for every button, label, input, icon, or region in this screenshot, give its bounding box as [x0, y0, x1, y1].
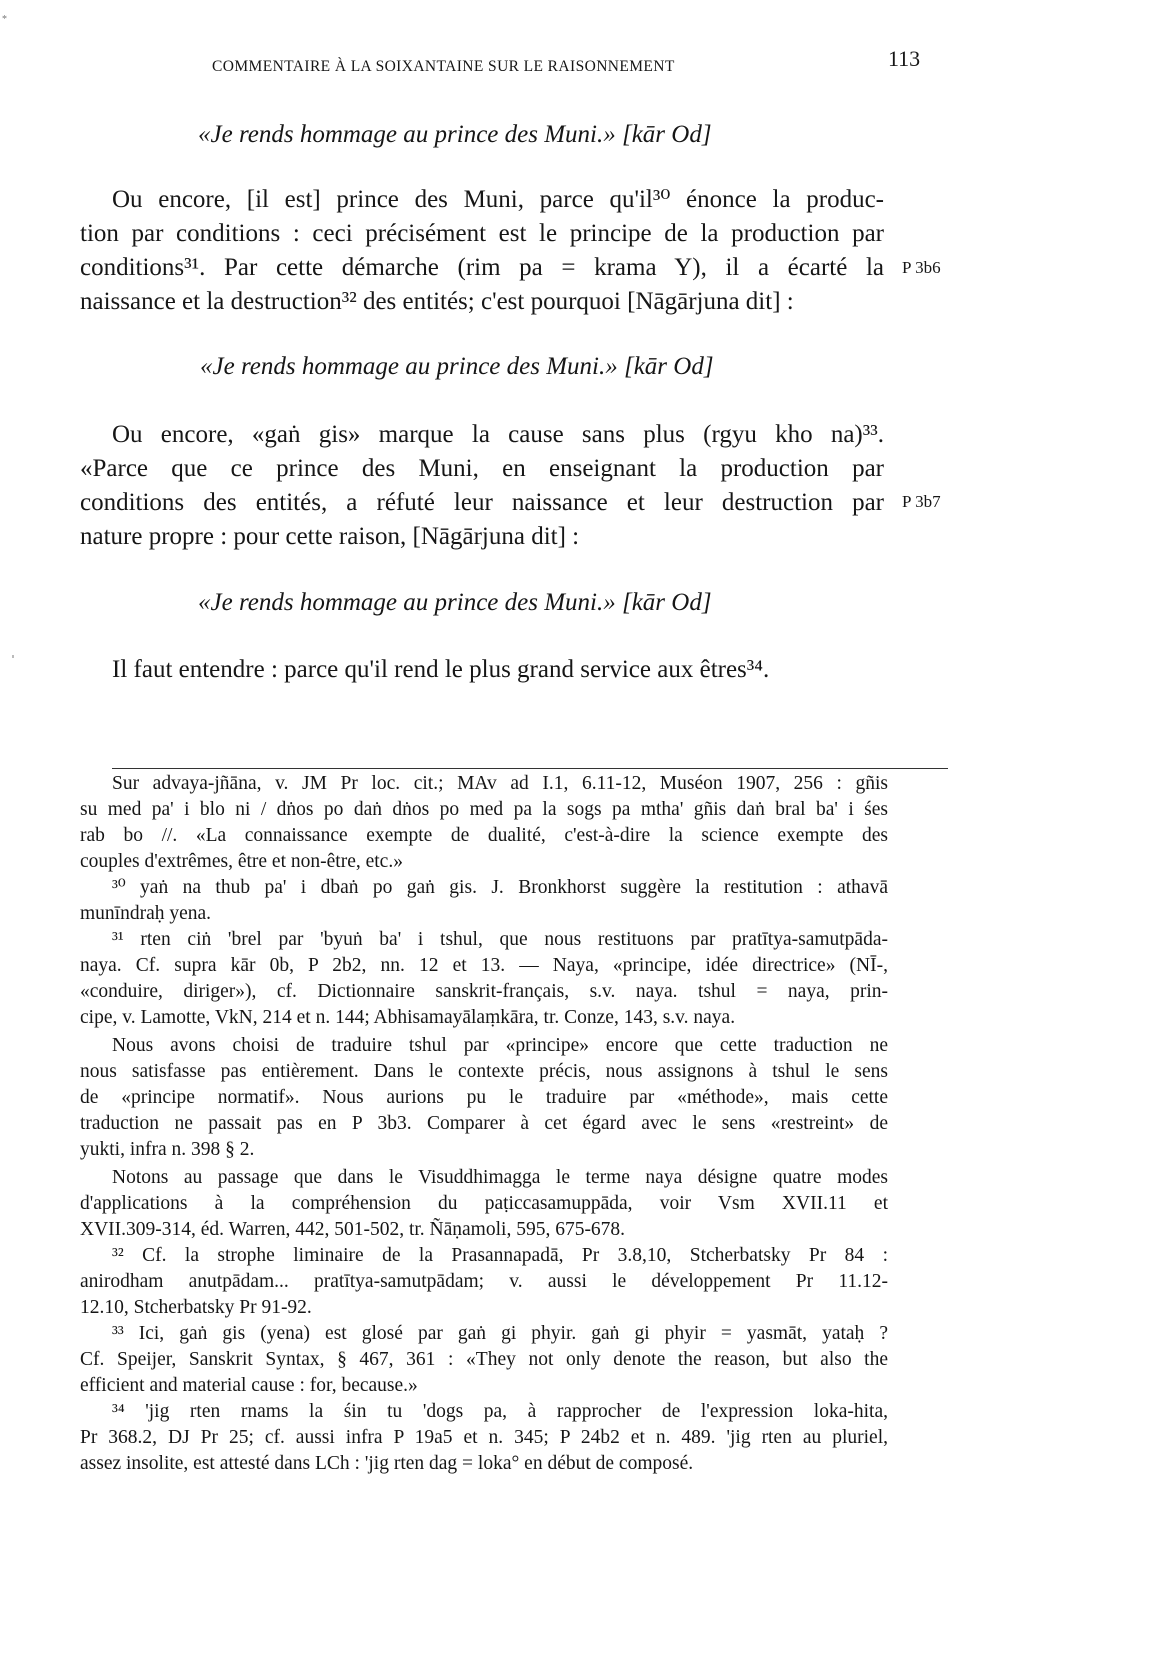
page-number: 113 — [888, 46, 921, 71]
footnote-line: naya. Cf. supra kār 0b, P 2b2, nn. 12 et 13. — Naya, «principe, idée directrice» (NĪ-, — [80, 955, 888, 976]
body-line: Ou encore, «gaṅ gis» marque la cause sans plus (rgyu kho na)³³. — [112, 421, 884, 448]
body-line: conditions³¹. Par cette démarche (rim pa = krama Y), il a écarté la — [80, 254, 884, 281]
footnote-line: nous satisfasse pas entièrement. Dans le contexte précis, nous assignons à tshul le sens — [80, 1061, 888, 1082]
scan-speck: * — [2, 14, 7, 25]
verse-quote-1: «Je rends hommage au prince des Muni.» [kār Od] — [198, 121, 712, 148]
footnote-line: munīndraḥ yena. — [80, 903, 212, 924]
footnote-line: Sur advaya-jñāna, v. JM Pr loc. cit.; MAv ad I.1, 6.11-12, Muséon 1907, 256 : gñis — [112, 773, 888, 794]
body-line: Ou encore, [il est] prince des Muni, parce qu'il³⁰ énonce la produc- — [112, 186, 884, 213]
footnote-line: yukti, infra n. 398 § 2. — [80, 1139, 255, 1160]
scan-mark — [12, 655, 14, 658]
footnote-line: ³⁰ yaṅ na thub pa' i dbaṅ po gaṅ gis. J. Bronkhorst suggère la restitution : athavā — [112, 877, 888, 898]
footnote-line: assez insolite, est attesté dans LCh : 'jig rten dag = loka° en début de composé. — [80, 1453, 694, 1474]
footnote-line: Nous avons choisi de traduire tshul par «principe» encore que cette traduction ne — [112, 1035, 888, 1056]
footnote-line: cipe, v. Lamotte, VkN, 214 et n. 144; Abhisamayālaṃkāra, tr. Conze, 143, s.v. naya. — [80, 1007, 736, 1028]
footnote-line: de «principe normatif». Nous aurions pu le traduire par «méthode», mais cette — [80, 1087, 888, 1108]
verse-quote-3: «Je rends hommage au prince des Muni.» [kār Od] — [198, 589, 712, 616]
margin-ref: P 3b6 — [902, 258, 941, 277]
footnote-line: Notons au passage que dans le Visuddhimagga le terme naya désigne quatre modes — [112, 1167, 888, 1188]
footnote-line: ³¹ rten ciṅ 'brel par 'byuṅ ba' i tshul, que nous restituons par pratītya-samutpāda- — [112, 929, 888, 950]
footnote-line: couples d'extrêmes, être et non-être, etc.» — [80, 851, 403, 872]
footnote-line: ³² Cf. la strophe liminaire de la Prasannapadā, Pr 3.8,10, Stcherbatsky Pr 84 : — [112, 1245, 888, 1266]
footnote-line: 12.10, Stcherbatsky Pr 91-92. — [80, 1297, 312, 1318]
body-line: naissance et la destruction³² des entités; c'est pourquoi [Nāgārjuna dit] : — [80, 288, 794, 315]
footnote-line: su med pa' i blo ni / dṅos po daṅ dṅos po med pa la sogs pa mtha' gñis daṅ bral ba' i śes — [80, 799, 888, 820]
footnote-line: ³³ Ici, gaṅ gis (yena) est glosé par gaṅ gi phyir. gaṅ gi phyir = yasmāt, yataḥ ? — [112, 1323, 888, 1344]
footnote-line: d'applications à la compréhension du paṭiccasamuppāda, voir Vsm XVII.11 et — [80, 1193, 888, 1214]
footnote-divider — [112, 768, 948, 769]
footnote-line: Pr 368.2, DJ Pr 25; cf. aussi infra P 19a5 et n. 345; P 24b2 et n. 489. 'jig rten au pluriel, — [80, 1427, 888, 1448]
body-line: «Parce que ce prince des Muni, en enseignant la production par — [80, 455, 884, 482]
footnote-line: XVII.309-314, éd. Warren, 442, 501-502, tr. Ñāṇamoli, 595, 675-678. — [80, 1219, 626, 1240]
footnote-line: efficient and material cause : for, because.» — [80, 1375, 418, 1396]
footnote-line: traduction ne passait pas en P 3b3. Comparer à cet égard avec le sens «restreint» de — [80, 1113, 888, 1134]
footnote-line: Cf. Speijer, Sanskrit Syntax, § 467, 361 : «They not only denote the reason, but also the — [80, 1349, 888, 1370]
body-line: Il faut entendre : parce qu'il rend le plus grand service aux êtres³⁴. — [112, 656, 770, 683]
verse-quote-2: «Je rends hommage au prince des Muni.» [kār Od] — [200, 353, 714, 380]
footnote-line: anirodham anutpādam... pratītya-samutpādam; v. aussi le développement Pr 11.12- — [80, 1271, 888, 1292]
footnote-line: ³⁴ 'jig rten rnams la śin tu 'dogs pa, à rapprocher de l'expression loka-hita, — [112, 1401, 888, 1422]
body-line: tion par conditions : ceci précisément est le principe de la production par — [80, 220, 884, 247]
running-head: COMMENTAIRE À LA SOIXANTAINE SUR LE RAISONNEMENT — [212, 58, 675, 75]
footnote-line: «conduire, diriger»), cf. Dictionnaire sanskrit-français, s.v. naya. tshul = naya, prin- — [80, 981, 888, 1002]
margin-ref: P 3b7 — [902, 492, 941, 511]
footnote-line: rab bo //. «La connaissance exempte de dualité, c'est-à-dire la science exempte des — [80, 825, 888, 846]
body-line: conditions des entités, a réfuté leur naissance et leur destruction par — [80, 489, 884, 516]
body-line: nature propre : pour cette raison, [Nāgārjuna dit] : — [80, 523, 580, 550]
